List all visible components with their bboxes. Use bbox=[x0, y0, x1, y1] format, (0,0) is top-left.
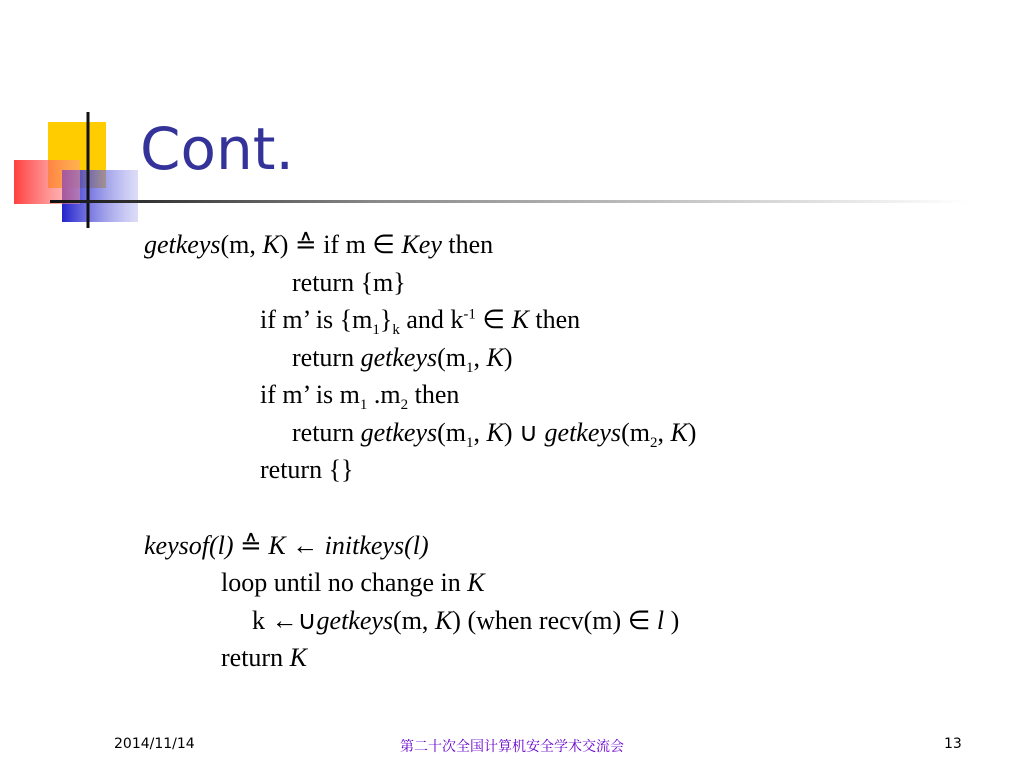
formula-run: , bbox=[473, 418, 487, 447]
formula-run: K bbox=[486, 343, 504, 372]
formula-run: return {} bbox=[260, 455, 354, 484]
formula-run: 2 bbox=[649, 435, 658, 452]
formula-run: loop until no change in bbox=[221, 568, 468, 597]
formula-run: getkeys bbox=[360, 418, 438, 447]
formula-run: initkeys(l) bbox=[324, 531, 429, 560]
formula-run: Key bbox=[401, 230, 442, 259]
footer-date: 2014/11/14 bbox=[114, 736, 195, 752]
formula-run: ) bbox=[503, 343, 513, 372]
code-line bbox=[292, 343, 513, 377]
formula-run: K bbox=[289, 643, 307, 672]
formula-run: , bbox=[657, 418, 671, 447]
formula-run: getkeys bbox=[316, 606, 394, 635]
formula-run: l bbox=[656, 606, 665, 635]
footer-conference: 第二十次全国计算机安全学术交流会 bbox=[400, 739, 624, 755]
formula-run: (m bbox=[437, 343, 466, 372]
formula-run: then bbox=[408, 380, 460, 409]
formula-run: return bbox=[292, 343, 361, 372]
formula-run: ) ∪ bbox=[503, 418, 545, 447]
formula-run: K bbox=[467, 568, 485, 597]
formula-run: then bbox=[528, 305, 581, 334]
code-line bbox=[144, 531, 429, 561]
formula-run: getkeys bbox=[544, 418, 622, 447]
formula-run: ← bbox=[285, 531, 325, 560]
formula-run: ∈ bbox=[475, 305, 512, 334]
formula-run: K bbox=[670, 418, 688, 447]
formula-run: (m, bbox=[393, 606, 435, 635]
formula-run: 1 bbox=[359, 397, 368, 414]
code-line bbox=[144, 230, 493, 260]
formula-run: .m bbox=[367, 380, 401, 409]
formula-run: , bbox=[473, 343, 487, 372]
formula-run: (m bbox=[437, 418, 466, 447]
code-line bbox=[292, 418, 697, 452]
formula-run: ≙ bbox=[233, 531, 269, 560]
formula-run: 1 bbox=[466, 435, 474, 452]
formula-run: keysof(l) bbox=[144, 531, 234, 560]
formula-run: if m’ is m bbox=[260, 380, 360, 409]
formula-run: K bbox=[268, 531, 286, 560]
formula-run: return {m} bbox=[292, 268, 406, 297]
formula-run: 2 bbox=[400, 397, 409, 414]
code-line bbox=[252, 606, 679, 636]
formula-run: K bbox=[434, 606, 453, 635]
formula-run: ) bbox=[664, 606, 680, 635]
page-title: Cont. bbox=[140, 115, 294, 183]
formula-run: return bbox=[292, 418, 361, 447]
formula-run: return bbox=[221, 643, 290, 672]
code-line bbox=[221, 568, 485, 598]
formula-run: k ←∪ bbox=[252, 606, 317, 635]
formula-run: K bbox=[262, 230, 280, 259]
formula-run: K bbox=[486, 418, 504, 447]
formula-run: then bbox=[441, 230, 494, 259]
formula-run: ) bbox=[687, 418, 697, 447]
formula-run: (m bbox=[621, 418, 650, 447]
formula-run: (m, bbox=[220, 230, 263, 259]
formula-run: ) (when recv(m) ∈ bbox=[452, 606, 657, 635]
code-line bbox=[260, 305, 581, 339]
code-line bbox=[292, 268, 406, 298]
formula-run: getkeys bbox=[360, 343, 438, 372]
formula-run: 1 bbox=[466, 360, 474, 377]
code-line bbox=[260, 455, 354, 485]
formula-run: getkeys bbox=[144, 230, 221, 259]
code-line bbox=[260, 380, 460, 414]
code-line bbox=[221, 643, 307, 673]
formula-run: 1 bbox=[372, 322, 380, 339]
formula-run: ) ≙ if m ∈ bbox=[279, 230, 402, 259]
formula-run: -1 bbox=[463, 306, 476, 323]
footer-page-number: 13 bbox=[944, 736, 962, 752]
formula-run: if m’ is {m bbox=[260, 305, 373, 334]
formula-run: and k bbox=[399, 305, 464, 334]
formula-run: } bbox=[379, 305, 393, 334]
formula-run: k bbox=[392, 322, 400, 339]
formula-run: K bbox=[511, 305, 529, 334]
